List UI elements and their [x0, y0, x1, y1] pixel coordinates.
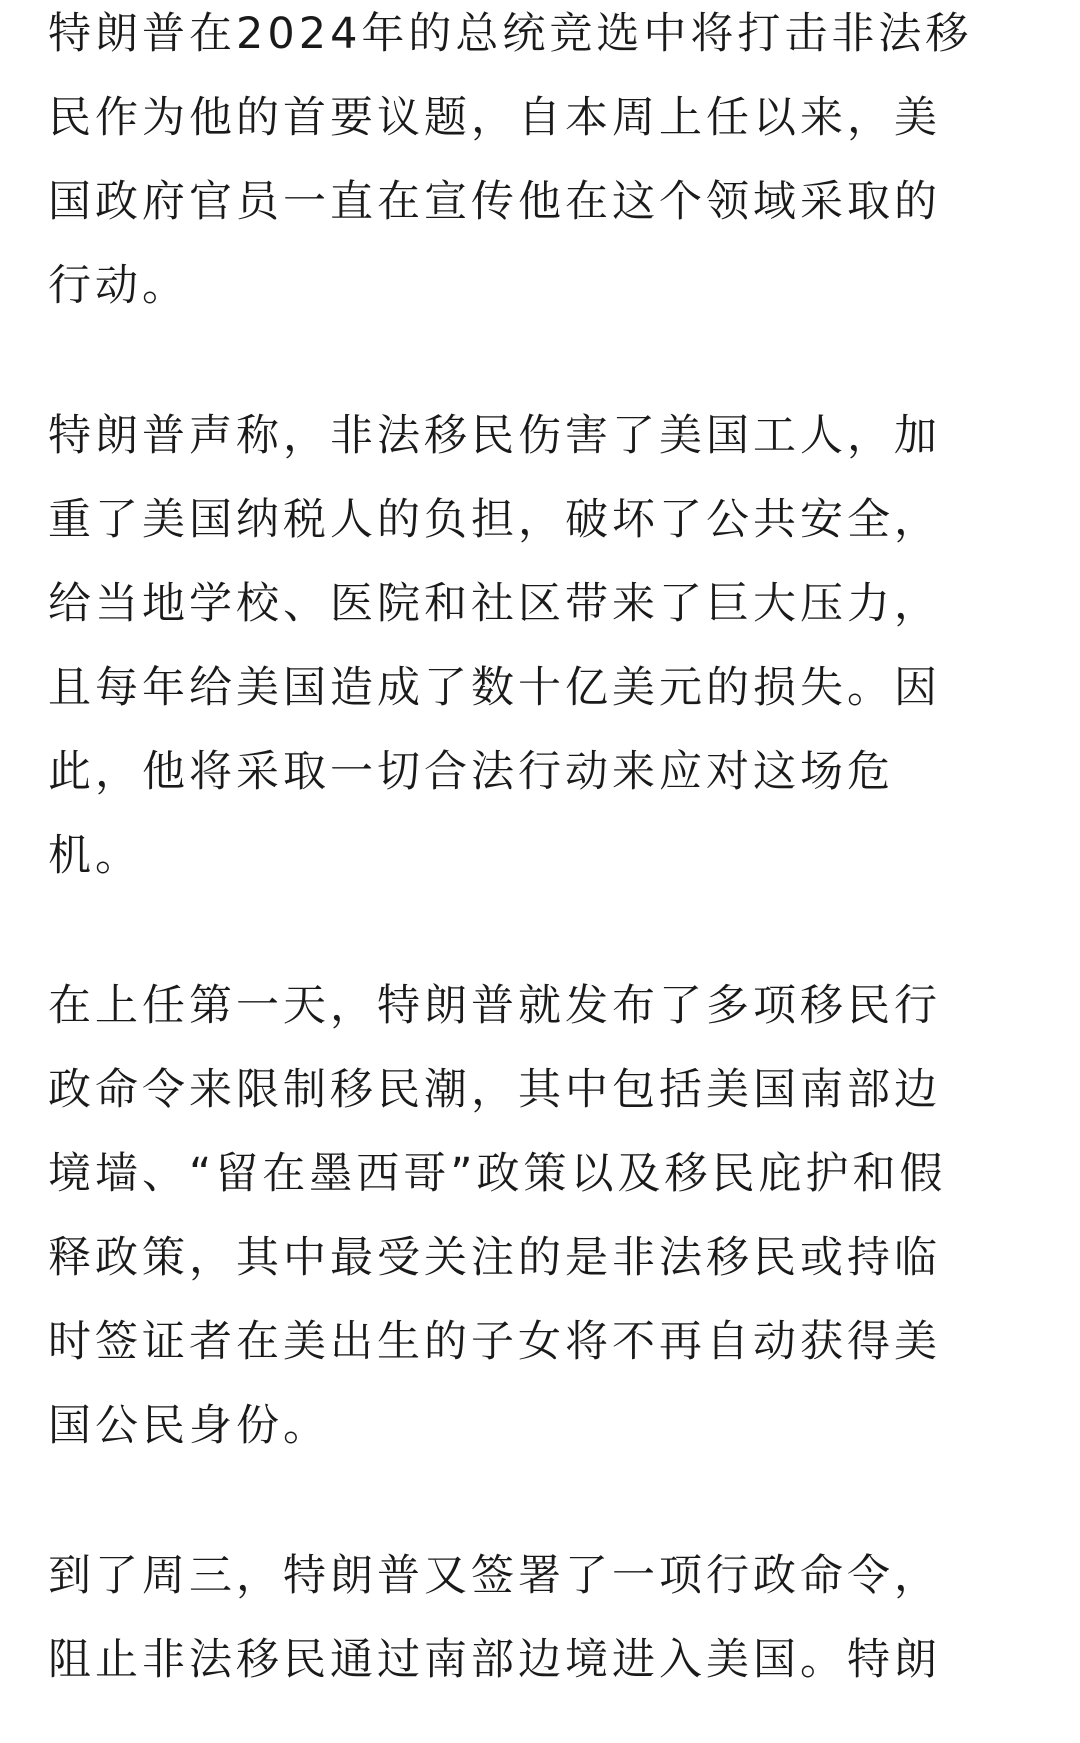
text-line: 国公民身份。 — [48, 1401, 330, 1451]
paragraph-2 — [48, 394, 1038, 898]
paragraph-spacer — [48, 898, 1038, 964]
text-line: 给当地学校、医院和社区带来了巨大压力， — [48, 579, 941, 629]
text-line: 此，他将采取一切合法行动来应对这场危 — [48, 747, 894, 797]
text-line: 释政策，其中最受关注的是非法移民或持临 — [48, 1233, 941, 1283]
text-line: 政命令来限制移民潮，其中包括美国南部边 — [48, 1065, 941, 1115]
text-line: 在上任第一天，特朗普就发布了多项移民行 — [48, 981, 941, 1031]
text-line: 民作为他的首要议题，自本周上任以来，美 — [48, 93, 941, 143]
text-line: 特朗普声称，非法移民伤害了美国工人，加 — [48, 411, 941, 461]
text-line: 阻止非法移民通过南部边境进入美国。特朗 — [48, 1635, 941, 1685]
text-line: 时签证者在美出生的子女将不再自动获得美 — [48, 1317, 941, 1367]
text-line: 重了美国纳税人的负担，破坏了公共安全， — [48, 495, 941, 545]
paragraph-spacer — [48, 1468, 1038, 1534]
text-line: 境墙、“留在墨西哥”政策以及移民庇护和假 — [48, 1149, 947, 1199]
text-line: 行动。 — [48, 261, 189, 311]
text-line: 到了周三，特朗普又签署了一项行政命令， — [48, 1551, 941, 1601]
text-line: 国政府官员一直在宣传他在这个领域采取的 — [48, 177, 941, 227]
paragraph-3 — [48, 964, 1038, 1468]
paragraph-1 — [48, 0, 1038, 328]
text-line: 且每年给美国造成了数十亿美元的损失。因 — [48, 663, 941, 713]
text-line: 机。 — [48, 831, 142, 881]
paragraph-4 — [48, 1534, 1038, 1702]
article-body — [48, 0, 1038, 1702]
paragraph-spacer — [48, 328, 1038, 394]
text-line: 特朗普在2024年的总统竞选中将打击非法移 — [48, 9, 973, 59]
